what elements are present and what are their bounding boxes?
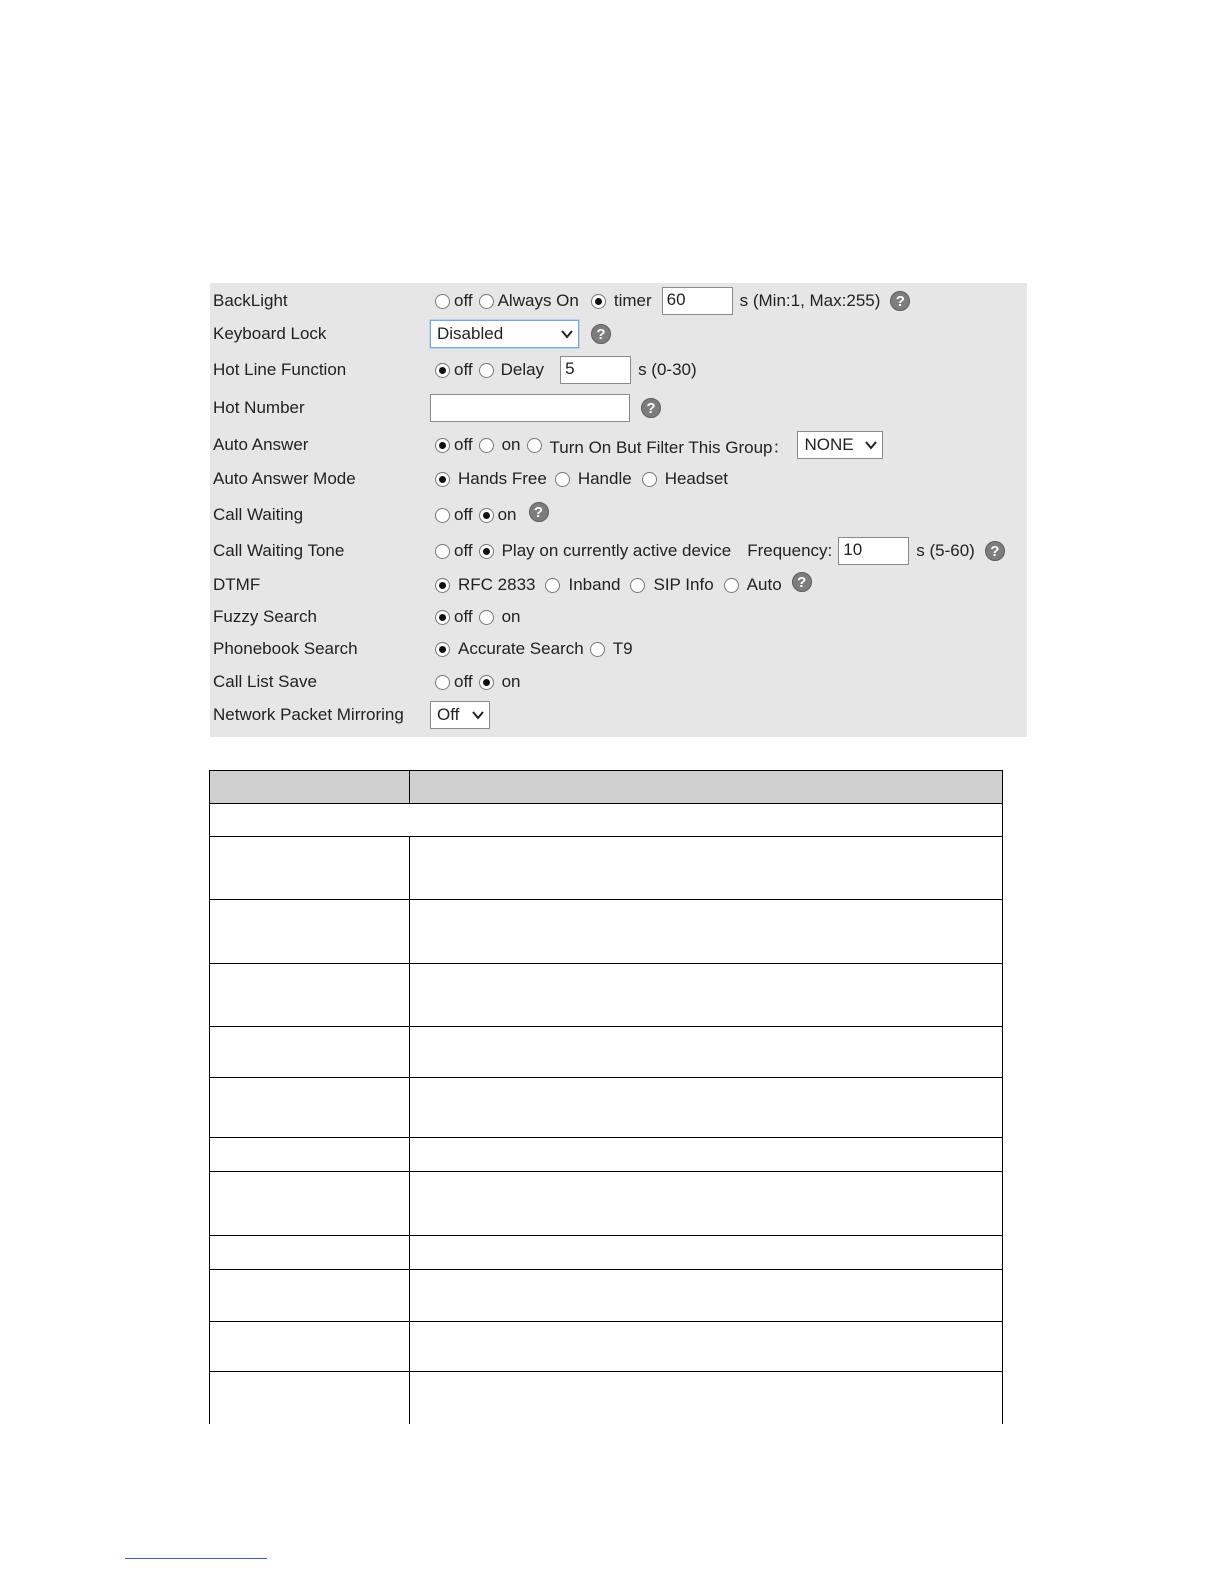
table-cell: [210, 1172, 410, 1236]
table-row: [210, 964, 1003, 1027]
row-phonebook-search: [210, 633, 1027, 665]
call-list-save-off-label: off: [454, 672, 473, 691]
table-cell: [210, 1270, 410, 1322]
table-row: [210, 837, 1003, 900]
table-cell: [210, 964, 410, 1027]
row-keyboard-lock: [210, 318, 1027, 350]
call-list-save-on-label: on: [501, 672, 521, 691]
dtmf-rfc2833-radio[interactable]: [435, 578, 450, 593]
row-hot-number: [210, 392, 1027, 424]
auto-answer-mode-hands-free-radio[interactable]: [435, 472, 450, 487]
auto-answer-filter-radio[interactable]: [527, 438, 542, 453]
hot-line-label: Hot Line Function: [213, 360, 347, 379]
phonebook-search-t9-label: T9: [612, 639, 633, 658]
table-cell: [410, 1236, 1003, 1270]
auto-answer-mode-handle-label: Handle: [577, 469, 632, 488]
auto-answer-mode-label: Auto Answer Mode: [213, 469, 356, 488]
table-cell: [210, 837, 410, 900]
network-packet-mirroring-select[interactable]: [430, 701, 490, 729]
auto-answer-mode-hands-free-label: Hands Free: [458, 469, 547, 488]
call-waiting-off-label: off: [454, 505, 473, 524]
auto-answer-mode-headset-label: Headset: [664, 469, 729, 488]
backlight-off-label: off: [454, 291, 473, 310]
fuzzy-search-off-label: off: [454, 607, 473, 626]
call-waiting-tone-play-label: Play on currently active device: [501, 541, 732, 560]
auto-answer-group-select[interactable]: [797, 431, 883, 459]
hot-number-help-icon[interactable]: ?: [641, 398, 661, 418]
chevron-down-icon: [864, 438, 878, 452]
table-cell: [410, 1322, 1003, 1372]
footer-link-underline: [125, 1558, 267, 1559]
table-section-cell: [210, 804, 1003, 837]
auto-answer-mode-headset-radio[interactable]: [642, 472, 657, 487]
table-cell: [410, 900, 1003, 964]
backlight-timer-input[interactable]: 60: [662, 287, 733, 315]
chevron-down-icon: [471, 708, 485, 722]
table-row: [210, 1078, 1003, 1138]
fuzzy-search-on-label: on: [501, 607, 521, 626]
table-cell: [210, 1138, 410, 1172]
row-call-waiting-tone: [210, 535, 1027, 567]
backlight-timer-radio[interactable]: [591, 294, 606, 309]
page-bottom-margin: [0, 1424, 1224, 1584]
table-cell: [210, 900, 410, 964]
fuzzy-search-on-radio[interactable]: [479, 610, 494, 625]
row-backlight: [210, 285, 1027, 317]
dtmf-inband-label: Inband: [568, 575, 621, 594]
auto-answer-on-radio[interactable]: [479, 438, 494, 453]
table-cell: [410, 1172, 1003, 1236]
table-cell: [410, 964, 1003, 1027]
call-waiting-tone-range-text: s (5-60): [916, 541, 975, 560]
dtmf-sip-info-radio[interactable]: [630, 578, 645, 593]
auto-answer-filter-label: Turn On But Filter This Group：: [549, 437, 790, 457]
phonebook-search-label: Phonebook Search: [213, 639, 358, 658]
call-waiting-label: Call Waiting: [213, 505, 304, 524]
backlight-always-on-radio[interactable]: [479, 294, 494, 309]
hot-number-input[interactable]: [430, 394, 630, 422]
dtmf-label: DTMF: [213, 575, 261, 594]
table-cell: [210, 1027, 410, 1078]
dtmf-inband-radio[interactable]: [545, 578, 560, 593]
table-cell: [410, 1138, 1003, 1172]
table-cell: [410, 1078, 1003, 1138]
row-auto-answer-mode: [210, 463, 1027, 495]
dtmf-auto-radio[interactable]: [724, 578, 739, 593]
phonebook-search-accurate-label: Accurate Search: [458, 639, 584, 658]
auto-answer-off-label: off: [454, 435, 473, 454]
auto-answer-label: Auto Answer: [213, 435, 309, 454]
keyboard-lock-label: Keyboard Lock: [213, 324, 327, 343]
phonebook-search-accurate-radio[interactable]: [435, 642, 450, 657]
table-cell: [410, 837, 1003, 900]
network-packet-mirroring-label: Network Packet Mirroring: [213, 705, 404, 724]
row-auto-answer: [210, 429, 1027, 461]
backlight-off-radio[interactable]: [435, 294, 450, 309]
call-list-save-label: Call List Save: [213, 672, 317, 691]
table-cell: [410, 1270, 1003, 1322]
row-dtmf: [210, 569, 1027, 601]
auto-answer-mode-handle-radio[interactable]: [555, 472, 570, 487]
fuzzy-search-off-radio[interactable]: [435, 610, 450, 625]
fuzzy-search-label: Fuzzy Search: [213, 607, 317, 626]
phonebook-search-t9-radio[interactable]: [590, 642, 605, 657]
backlight-help-icon[interactable]: ?: [890, 291, 910, 311]
backlight-range-text: s (Min:1, Max:255): [739, 291, 881, 310]
backlight-label: BackLight: [213, 291, 288, 310]
auto-answer-group-value: NONE: [804, 435, 854, 454]
dtmf-sip-info-label: SIP Info: [653, 575, 714, 594]
call-waiting-off-radio[interactable]: [435, 508, 450, 523]
keyboard-lock-help-icon[interactable]: ?: [591, 324, 611, 344]
table-row: [210, 1172, 1003, 1236]
settings-panel: [210, 283, 1027, 737]
hot-number-label: Hot Number: [213, 398, 305, 417]
table-row: [210, 1027, 1003, 1078]
row-call-list-save: [210, 666, 1027, 698]
call-waiting-tone-help-icon[interactable]: ?: [985, 541, 1005, 561]
hot-line-range-text: s (0-30): [638, 360, 697, 379]
hot-line-delay-radio[interactable]: [479, 363, 494, 378]
table-row: [210, 1138, 1003, 1172]
call-list-save-on-radio[interactable]: [479, 675, 494, 690]
table-row: [210, 1322, 1003, 1372]
table-row: [210, 1236, 1003, 1270]
keyboard-lock-select[interactable]: [430, 320, 579, 348]
chevron-down-icon: [560, 327, 574, 341]
call-waiting-tone-frequency-input[interactable]: 10: [838, 537, 909, 565]
call-waiting-on-label: on: [497, 505, 517, 524]
row-network-packet-mirroring: [210, 699, 1027, 731]
auto-answer-off-radio[interactable]: [435, 438, 450, 453]
hot-line-off-label: off: [454, 360, 473, 379]
table-header-cell: [210, 771, 410, 804]
call-waiting-tone-play-radio[interactable]: [479, 544, 494, 559]
table-cell: [210, 1078, 410, 1138]
dtmf-auto-label: Auto: [746, 575, 782, 594]
auto-answer-on-label: on: [501, 435, 521, 454]
row-hot-line-function: [210, 354, 1027, 386]
table-row: [210, 1270, 1003, 1322]
backlight-timer-label: timer: [613, 291, 652, 310]
table-header-row: [210, 771, 1003, 804]
call-waiting-tone-off-label: off: [454, 541, 473, 560]
call-waiting-tone-label: Call Waiting Tone: [213, 541, 345, 560]
keyboard-lock-value: Disabled: [437, 324, 504, 343]
hot-line-delay-label: Delay: [500, 360, 545, 379]
backlight-always-on-label: Always On: [497, 291, 579, 310]
dtmf-help-icon[interactable]: ?: [792, 572, 812, 592]
parameter-table: [209, 770, 1003, 1462]
call-waiting-help-icon[interactable]: ?: [529, 502, 549, 522]
table-header-cell: [410, 771, 1003, 804]
row-fuzzy-search: [210, 601, 1027, 633]
table-cell: [210, 1322, 410, 1372]
call-list-save-off-radio[interactable]: [435, 675, 450, 690]
call-waiting-tone-frequency-label: Frequency:: [747, 541, 833, 560]
row-call-waiting: [210, 499, 1027, 531]
hot-line-delay-input[interactable]: 5: [560, 356, 631, 384]
hot-line-off-radio[interactable]: [435, 363, 450, 378]
table-cell: [210, 1236, 410, 1270]
call-waiting-tone-off-radio[interactable]: [435, 544, 450, 559]
table-row: [210, 900, 1003, 964]
call-waiting-on-radio[interactable]: [479, 508, 494, 523]
network-packet-mirroring-value: Off: [437, 705, 460, 724]
table-section-row: [210, 804, 1003, 837]
dtmf-rfc2833-label: RFC 2833: [458, 575, 536, 594]
table-cell: [410, 1027, 1003, 1078]
